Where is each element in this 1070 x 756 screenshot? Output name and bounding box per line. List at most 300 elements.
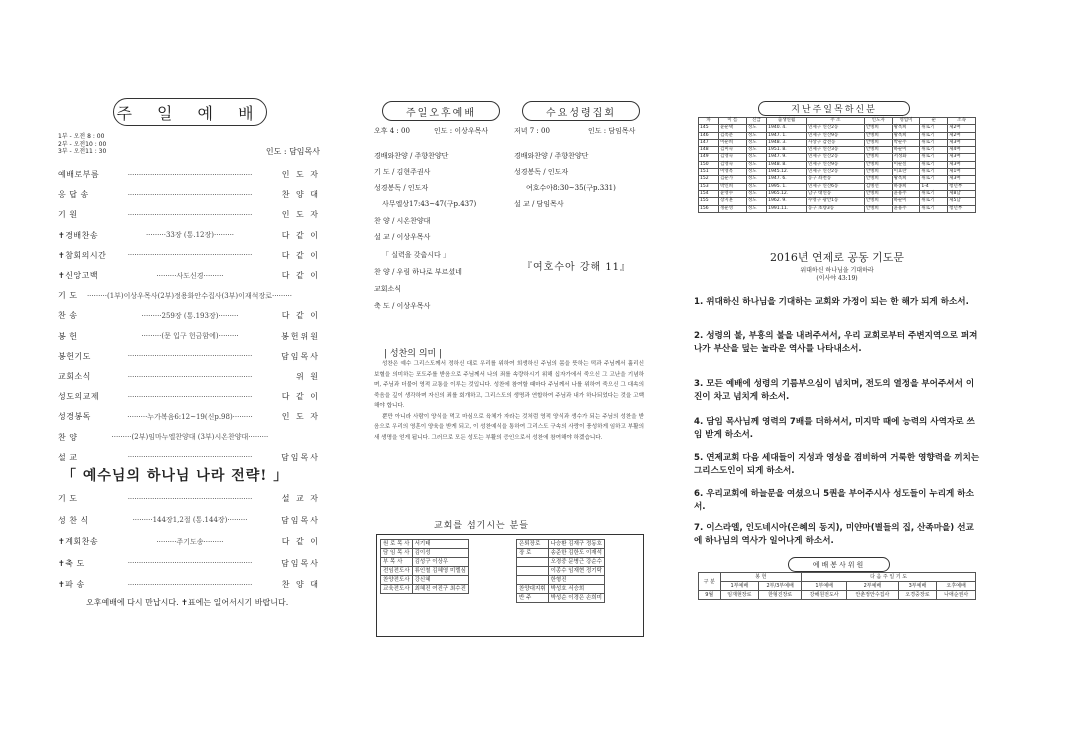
history-cell: 김순가 — [719, 176, 747, 183]
order-person: 다 같 이 — [281, 230, 320, 240]
wednesday-leader: 인도 : 담임목사 — [588, 127, 636, 135]
history-row — [699, 190, 976, 197]
order-label: 기 도 — [58, 291, 78, 301]
staff-row — [517, 585, 605, 594]
history-row — [699, 183, 976, 190]
order2-detail: ························································ — [127, 494, 253, 503]
order-person: 봉헌위원 — [281, 331, 320, 341]
history-cell: 156 — [699, 205, 719, 212]
wednesday-line: 여호수아8:30~35(구p.331) — [526, 184, 616, 192]
history-cell: 제3여 — [948, 176, 976, 183]
prayer-item: 5. 연제교회 다음 세대들이 지성과 영성을 겸비하여 거룩한 영향력을 끼치는 그리스도인이 되게 하소서. — [694, 453, 980, 476]
staff-role: 찬양전도사 — [381, 576, 413, 585]
history-cell: 1965.12. — [767, 190, 807, 197]
order-detail: ························································ — [127, 453, 253, 462]
staff-names: 박성호 서승희 — [548, 585, 604, 594]
staff-names: 강신혜 — [412, 576, 468, 585]
service-times — [58, 133, 106, 156]
history-header-row — [699, 118, 976, 125]
history-cell: 안병희 — [864, 169, 892, 176]
afternoon-line: 찬 양 / 우림 하나로 부르셨네 — [374, 268, 462, 276]
history-cell: 성도 — [746, 161, 766, 168]
history-header-cell: 소속 — [948, 118, 976, 125]
order2-label: ✝파 송 — [58, 580, 85, 589]
order-row — [58, 269, 320, 282]
history-header-cell: 출생연월 — [767, 118, 807, 125]
order2-row — [58, 557, 320, 570]
staff-role: 은퇴장로 — [517, 540, 549, 549]
history-row — [699, 161, 976, 168]
afternoon-title — [382, 101, 500, 121]
order-row — [58, 309, 320, 322]
history-cell: 성도 — [746, 132, 766, 139]
history-cell: 1945.12. — [767, 169, 807, 176]
wednesday-title — [522, 101, 640, 121]
staff-names: 오경중 문병근 강순수 — [548, 558, 604, 567]
history-header-cell: 차 — [699, 118, 719, 125]
staff-table-right — [516, 539, 605, 603]
staff-names: 박성순 이경은 손희미 — [548, 594, 604, 603]
order-row — [58, 410, 320, 423]
history-cell: 안병희 — [864, 139, 892, 146]
staff-names: 한형진 — [548, 576, 604, 585]
order-label: ✝신앙고백 — [58, 271, 99, 280]
order2-row — [58, 514, 320, 527]
history-cell: 김미숙 — [719, 147, 747, 154]
history-cell: 성도 — [746, 169, 766, 176]
staff-names: 나승환 김재구 정동호 — [548, 540, 604, 549]
history-cell: 148 — [699, 147, 719, 154]
history-cell: 이영옥 — [719, 169, 747, 176]
order2-label: ✝축 도 — [58, 558, 85, 568]
history-cell: 1948. 3. — [767, 139, 807, 146]
history-cell: 안병희 — [864, 161, 892, 168]
service-time-2: 2부 - 오전10 : 00 — [58, 140, 107, 148]
history-cell: 이순실 — [892, 161, 920, 168]
staff-role: 부 목 사 — [381, 558, 413, 567]
history-cell: 하순이 — [892, 147, 920, 154]
staff-row — [381, 576, 469, 585]
prayer-item: 1. 위대하신 하나님을 기대하는 교회와 가정이 되는 한 해가 되게 하소서. — [694, 297, 969, 307]
history-cell: 성도 — [746, 190, 766, 197]
order-label: 교회소식 — [58, 372, 91, 381]
volunteers-month: 9월 — [699, 591, 721, 600]
history-cell: 150 — [699, 161, 719, 168]
wednesday-sermon: 『여호수아 강해 11』 — [522, 262, 632, 273]
history-cell: 위로기 — [920, 198, 948, 205]
afternoon-line: 성경봉독 / 인도자 — [374, 184, 429, 192]
history-row — [699, 139, 976, 146]
history-cell: 1940. 4. — [767, 125, 807, 132]
sermon-title: 「 예수님의 하나님 나라 전략! 」 — [62, 468, 289, 484]
order-row — [58, 249, 320, 262]
order-label: 봉헌기도 — [58, 351, 91, 361]
order-detail: ························································ — [127, 170, 253, 179]
history-cell: 연제구 연산3동 — [807, 147, 865, 154]
history-cell: 윤용주 — [892, 190, 920, 197]
history-cell: 위로기 — [920, 169, 948, 176]
history-cell: 제2여 — [948, 125, 976, 132]
history-header-cell: 이 름 — [719, 118, 747, 125]
service-time-3: 3부 - 오전11 : 30 — [58, 148, 107, 155]
staff-row — [517, 567, 605, 576]
history-cell: 149 — [699, 154, 719, 161]
history-cell: 안병희 — [864, 147, 892, 154]
history-cell: 제4여 — [948, 147, 976, 154]
order-row — [58, 208, 320, 221]
prayer-item: 6. 우리교회에 하늘문을 여셨으니 5퀀을 부어주시사 성도들이 누리게 하소서. — [694, 489, 974, 512]
order-row — [58, 350, 320, 363]
history-cell: 151 — [699, 169, 719, 176]
afternoon-line: 설 교 / 이상우목사 — [374, 233, 431, 241]
order2-label: ✝계회찬송 — [58, 537, 99, 546]
history-cell: 연제구 연산6동 — [807, 183, 865, 190]
history-cell: 1947. 1. — [767, 132, 807, 139]
order2-label: 기 도 — [58, 494, 78, 503]
history-cell: 안병희 — [864, 125, 892, 132]
staff-names: 서기태 — [412, 540, 468, 549]
prayer-item: 4. 담임 목사님께 영력의 7배를 더하셔서, 미지막 때에 능력의 사역자로 쓰임 받게 하소서. — [694, 417, 975, 440]
order-detail: ·········33장 (통.12장)········· — [145, 231, 235, 240]
wednesday-line: 성경봉독 / 인도자 — [514, 168, 569, 176]
history-cell: 성도 — [746, 125, 766, 132]
volunteers-cell: 강해원전도사 — [802, 591, 847, 600]
staff-row — [381, 567, 469, 576]
history-cell: 정운영 — [719, 205, 747, 212]
afternoon-line: 교회소식 — [374, 285, 402, 293]
history-cell: 청년부 — [948, 205, 976, 212]
history-cell: 위로기 — [920, 132, 948, 139]
order-detail: ·········(1부)이상우목사(2부)정용화안수집사(3부)이재석장로········· — [86, 291, 292, 300]
order-label: 성도의교제 — [58, 392, 100, 402]
right-column — [694, 0, 980, 756]
history-cell: 145 — [699, 125, 719, 132]
history-row — [699, 147, 976, 154]
history-cell: 청년부 — [948, 183, 976, 190]
order2-row — [58, 535, 320, 548]
history-cell: 사상구 감전동 — [807, 139, 865, 146]
history-cell: 제8남 — [948, 190, 976, 197]
order-label: 기 원 — [58, 210, 78, 220]
history-cell: 1951. 8. — [767, 147, 807, 154]
history-header-cell: 인도자 — [864, 118, 892, 125]
staff-box — [376, 534, 644, 637]
history-row — [699, 132, 976, 139]
history-cell: 이순희 — [719, 139, 747, 146]
history-header-cell: 주 소 — [807, 118, 865, 125]
order-person: 다 같 이 — [281, 271, 320, 280]
history-cell: 이효란 — [892, 169, 920, 176]
history-cell: 동구 좌천동 — [807, 176, 865, 183]
history-title — [758, 101, 910, 116]
sunday-title-text: 주 일 예 배 — [116, 103, 264, 123]
order-person: 위 원 — [296, 372, 320, 381]
volunteers-row — [699, 591, 976, 600]
history-cell: 위로기 — [920, 139, 948, 146]
order2-person: 담임목사 — [281, 515, 320, 525]
staff-row — [381, 558, 469, 567]
history-cell: 연제구 연산2동 — [807, 125, 865, 132]
sunday-service-title — [113, 98, 267, 126]
volunteers-header-cell: 다 음 주 일 기 도 — [802, 573, 976, 582]
history-cell: 1-4 — [920, 183, 948, 190]
volunteers-subheader-cell: 2부예배 — [847, 582, 898, 591]
volunteers-table — [698, 572, 976, 600]
order-label: 응 답 송 — [58, 190, 89, 200]
history-cell: 성도 — [746, 205, 766, 212]
history-cell: 153 — [699, 183, 719, 190]
order-row — [58, 168, 320, 181]
history-row — [699, 154, 976, 161]
volunteers-cell: 한형진장로 — [759, 591, 802, 600]
staff-names: 이종수 임재현 정기탁 — [548, 567, 604, 576]
order-row — [58, 451, 320, 464]
history-cell: 하순이 — [892, 198, 920, 205]
staff-table-left — [380, 539, 469, 594]
order-label: 설 교 — [58, 452, 78, 462]
order-person: 다 같 이 — [281, 250, 320, 260]
history-cell: 동구 초량3동 — [807, 205, 865, 212]
history-cell: 1995. 1. — [767, 183, 807, 190]
history-cell: 1948. 8. — [767, 161, 807, 168]
history-cell: 안병희 — [864, 176, 892, 183]
history-cell: 제5남 — [948, 198, 976, 205]
history-cell: 제3여 — [948, 154, 976, 161]
volunteers-title — [788, 557, 890, 572]
order-row — [58, 431, 320, 444]
history-cell: 연제구 연산9동 — [807, 132, 865, 139]
order-detail: ························································ — [127, 210, 253, 219]
volunteers-header-row — [699, 573, 976, 582]
history-cell: 155 — [699, 198, 719, 205]
staff-role — [517, 576, 549, 585]
history-cell: 연제구 연산2동 — [807, 169, 865, 176]
prayer-item: 7. 이스라엘, 인도네시아(은혜의 동지), 미얀마(별들의 집, 산족마을) 선교에 하나님의 역사가 일어나게 하소서. — [694, 523, 974, 546]
history-cell: 박인희 — [719, 183, 747, 190]
history-cell: 안병희 — [864, 205, 892, 212]
history-cell: 박순주 — [892, 139, 920, 146]
order-label: 성경봉독 — [58, 412, 91, 422]
afternoon-leader: 인도 : 이상우목사 — [434, 127, 489, 135]
history-cell: 황옥희 — [892, 125, 920, 132]
staff-names: 김이성 — [412, 549, 468, 558]
order2-detail: ·········주기도송········· — [156, 537, 224, 546]
history-cell: 위로기 — [920, 190, 948, 197]
order2-person: 담임목사 — [281, 558, 320, 568]
staff-role — [517, 567, 549, 576]
history-cell: 김옥분 — [719, 132, 747, 139]
volunteers-header-cell: 구 분 — [699, 573, 721, 591]
order2-detail: ·········144장1,2절 (통.144장)········· — [132, 516, 248, 524]
afternoon-line: 사무엘상17:43~47(구p.437) — [382, 200, 477, 208]
prayer-item: 3. 모든 예배에 성령의 기름부으심이 넘치며, 전도의 열정을 부어주셔서 이 진이 차고 넘치게 하소서. — [694, 379, 975, 402]
order-detail: ························································ — [127, 392, 253, 401]
history-cell: 146 — [699, 132, 719, 139]
afternoon-line: 축 도 / 이상우목사 — [374, 302, 431, 310]
afternoon-line: 경배와찬양 / 주향찬양단 — [374, 152, 449, 160]
staff-role: 교육전도사 — [381, 585, 413, 594]
volunteers-cell: 오경중장로 — [898, 591, 937, 600]
staff-names: 송준한 김한도 이재석 — [548, 549, 604, 558]
sunday-service-column — [58, 0, 320, 756]
prayer-title: 2016년 연제로 공동 기도문 — [769, 251, 905, 264]
afternoon-line: 기 도 / 김현주권사 — [374, 168, 431, 176]
sunday-footer: 오후예배에 다시 만납시다. ✝표에는 일어서시기 바랍니다. — [86, 598, 289, 607]
staff-role — [517, 558, 549, 567]
staff-role: 반 주 — [517, 594, 549, 603]
history-cell: 성도 — [746, 154, 766, 161]
history-cell: 김영숙 — [719, 161, 747, 168]
history-cell: 위로기 — [920, 161, 948, 168]
history-cell: 154 — [699, 190, 719, 197]
history-table — [698, 117, 976, 213]
history-cell: 152 — [699, 176, 719, 183]
order-detail: ························································ — [127, 190, 253, 199]
staff-row — [517, 594, 605, 603]
history-row — [699, 198, 976, 205]
order-person: 담임목사 — [281, 452, 320, 462]
history-cell: 1962. 9. — [767, 198, 807, 205]
order-label: 찬 양 — [58, 432, 78, 442]
afternoon-line: 「 실력을 갖춥시다 」 — [382, 251, 451, 259]
order-row — [58, 188, 320, 201]
order-detail: ·········(2부)임마누엘찬양대 (3부)시온찬양대········· — [111, 433, 269, 442]
history-cell: 1947. 9. — [767, 154, 807, 161]
history-cell: 성도 — [746, 198, 766, 205]
history-cell: 안병희 — [864, 198, 892, 205]
history-cell: 위로기 — [920, 205, 948, 212]
communion-paragraph-2: 뿐만 아니라 사람이 양식을 먹고 마심으로 육체가 자라는 것처럼 영적 양식과 생수가 되는 주님의 성찬을 받음으로 우리의 영혼이 양육을 받게 되고, 이 성찬예식을 통하여 그리스도 구속의 사랑이 풍성하게 임하고 부활의 새 생명을 얻게 됩니다. 그러므로 모든 성도는 부활의 증인으로서 성찬에 참여해야 하겠습니다. — [374, 413, 644, 441]
history-cell: 안병희 — [864, 154, 892, 161]
staff-role: 찬양대지휘 — [517, 585, 549, 594]
staff-role: 전임전도사 — [381, 567, 413, 576]
history-cell: 하종희 — [892, 183, 920, 190]
history-header-cell: 순 — [920, 118, 948, 125]
history-cell: 위로기 — [920, 176, 948, 183]
order-detail: ·········사도신경········· — [156, 271, 224, 280]
order-label: ✝참회의시간 — [58, 250, 107, 260]
history-cell: 연제구 연산9동 — [807, 161, 865, 168]
communion-text — [374, 359, 644, 443]
order-detail: ························································ — [127, 372, 253, 381]
volunteers-cell: 임재현장로 — [720, 591, 759, 600]
staff-row — [517, 558, 605, 567]
staff-row — [517, 540, 605, 549]
history-cell: 서성화 — [892, 154, 920, 161]
history-cell: 제1여 — [948, 169, 976, 176]
order-detail: ························································ — [127, 251, 253, 260]
afternoon-line: 찬 양 / 시온찬양대 — [374, 217, 431, 225]
wednesday-title-text: 수요성령집회 — [546, 107, 616, 119]
order-person: 찬 양 대 — [281, 190, 320, 200]
staff-role: 장 로 — [517, 549, 549, 558]
staff-row — [381, 549, 469, 558]
history-cell: 안병희 — [864, 132, 892, 139]
prayer-item: 2. 성령의 불, 부흥의 불을 내려주셔서, 우리 교회로부터 주변지역으로 퍼져나가 부산을 덮는 놀라운 역사를 나타내소서. — [694, 331, 978, 354]
history-cell: 제3여 — [948, 161, 976, 168]
wednesday-time: 저녁 7 : 00 — [514, 127, 550, 135]
history-cell: 수영구 광안1동 — [807, 198, 865, 205]
history-row — [699, 205, 976, 212]
order-row — [58, 370, 320, 383]
history-cell: 성도 — [746, 147, 766, 154]
staff-role: 원 로 목 사 — [381, 540, 413, 549]
history-row — [699, 169, 976, 176]
history-cell: 윤영수 — [719, 190, 747, 197]
staff-row — [381, 540, 469, 549]
order-label: 찬 송 — [58, 311, 78, 321]
volunteers-subheader-row — [699, 582, 976, 591]
volunteers-title-text: 예배봉사위원 — [812, 560, 866, 569]
order2-person: 찬 양 대 — [281, 580, 320, 589]
order2-row — [58, 578, 320, 591]
history-cell: 147 — [699, 139, 719, 146]
staff-names: 김성구 이상우 — [412, 558, 468, 567]
communion-paragraph-1: 성찬은 예수 그리스도께서 정하신 대로 우리를 위하여 희생하신 주님의 몸을 뜻하는 떡과 주님께서 흘리신 보혈을 의미하는 포도주를 받음으로 주님께서 나의 죄를 속량하시기 위해 십자가에서 죽으신 그 고난을 기념하며, 주님과 더불어 영적 교통을 이루는 것입니다. 성찬에 참여할 때마다 주님께서 나를 위하여 죽으신 그 대속의 죽음을 깊이 생각하며 자신의 죄를 회개하고, 그리스도의 생명과 연합하여 주님과 내가 하나되었다는 것을 고백해야 합니다. — [374, 361, 644, 409]
history-title-text: 지난주일목하신분 — [791, 105, 877, 115]
order2-person: 다 같 이 — [281, 537, 320, 546]
wednesday-line: 경배와찬양 / 주향찬양단 — [514, 152, 589, 160]
order2-detail: ························································ — [127, 559, 253, 567]
order-detail: ·········259장 (통.193장)········· — [141, 311, 239, 320]
wednesday-line: 설 교 / 담임목사 — [514, 200, 564, 208]
communion-heading: | 성찬의 의미 | — [384, 349, 443, 359]
history-cell: 위로기 — [920, 147, 948, 154]
staff-row — [517, 549, 605, 558]
order-person: 다 같 이 — [281, 311, 320, 321]
order-person: 인 도 자 — [281, 170, 320, 179]
weekday-services-column — [374, 0, 644, 756]
order-label: 봉 헌 — [58, 331, 78, 341]
staff-title: 교회를 섬기시는 분들 — [434, 521, 529, 531]
volunteers-subheader-cell: 3부예배 — [898, 582, 937, 591]
order-detail: ·········(문 입구 헌금함에)········· — [141, 332, 239, 341]
order-person: 다 같 이 — [281, 392, 320, 402]
history-cell: 윤순택 — [719, 125, 747, 132]
history-cell: 1947. 6. — [767, 176, 807, 183]
history-cell: 장지훈 — [719, 198, 747, 205]
history-cell: 황옥희 — [892, 132, 920, 139]
order-detail: ·········누가복음6:12~19(신p.98)········· — [127, 412, 253, 421]
order-row — [58, 390, 320, 403]
history-cell: 김영숙 — [719, 154, 747, 161]
history-cell: 위로기 — [920, 154, 948, 161]
staff-names: 류인철 김혜영 미렐심 — [412, 567, 468, 576]
volunteers-cell: 안춘정안수집사 — [847, 591, 898, 600]
service-time-1: 1부 - 오전 8 : 00 — [58, 133, 105, 140]
history-cell: 성도 — [746, 139, 766, 146]
order-detail: ························································ — [127, 352, 253, 361]
order-row — [58, 289, 320, 302]
order-row — [58, 229, 320, 242]
order2-label: 성 찬 식 — [58, 515, 89, 525]
volunteers-subheader-cell: 1부예배 — [720, 582, 759, 591]
history-cell: 제2여 — [948, 132, 976, 139]
volunteers-cell: 나애순권사 — [937, 591, 976, 600]
history-cell: 연제구 연산2동 — [807, 154, 865, 161]
staff-row — [517, 576, 605, 585]
order-person: 인 도 자 — [281, 412, 320, 422]
order2-person: 설 교 자 — [281, 494, 320, 503]
volunteers-header-cell: 봉 헌 — [720, 573, 802, 582]
staff-row — [381, 585, 469, 594]
order-person: 담임목사 — [281, 351, 320, 361]
history-cell: 김병선 — [864, 183, 892, 190]
history-row — [699, 176, 976, 183]
order-label: 예배로부름 — [58, 170, 100, 179]
history-header-cell: 영업이 — [892, 118, 920, 125]
volunteers-subheader-cell: 오후예배 — [937, 582, 976, 591]
